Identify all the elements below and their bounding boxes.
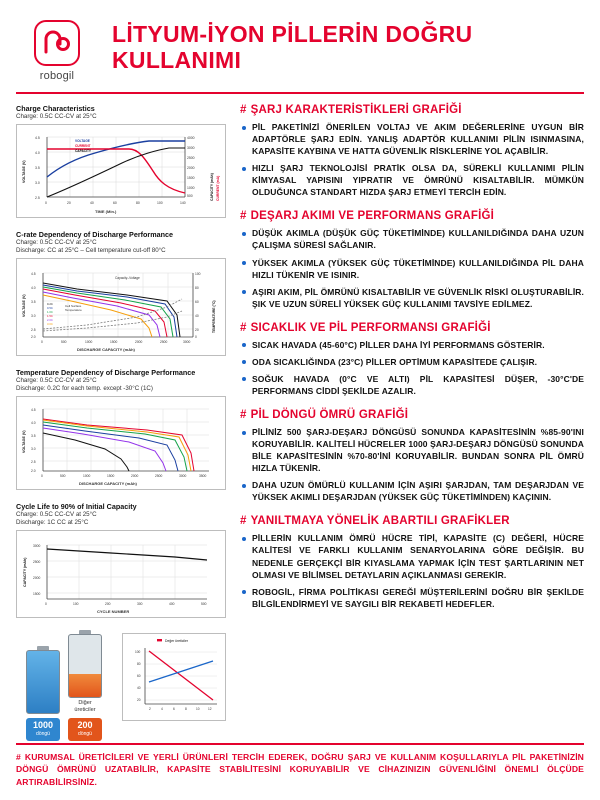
svg-text:200: 200 — [105, 602, 111, 607]
chart-misleading-claim — [122, 630, 226, 721]
svg-text:CAPACITY: CAPACITY — [75, 149, 92, 154]
svg-text:100: 100 — [157, 201, 163, 206]
svg-text:0: 0 — [45, 201, 47, 206]
svg-text:CURRENT (mA): CURRENT (mA) — [216, 175, 220, 202]
chart-title: Cycle Life to 90% of Initial Capacity — [16, 502, 137, 512]
list-item: SOĞUK HAVADA (0°C VE ALTI) PİL KAPASİTESİ DÜŞER, -30°C'DE PERFORMANS CİDDİ ŞEKİLDE AZALIR. — [240, 373, 584, 397]
section-bullet-list — [240, 426, 584, 503]
svg-text:VOLTAGE: VOLTAGE — [75, 139, 90, 144]
list-item: YÜKSEK AKIMLA (YÜKSEK GÜÇ TÜKETİMİNDE) KULLANILDIĞINDA PİL DAHA HIZLI TÜKENİR VE ISINIR. — [240, 257, 584, 281]
charts-column — [16, 104, 226, 741]
svg-text:0.5C: 0.5C — [47, 306, 53, 311]
list-item: DÜŞÜK AKIMLA (DÜŞÜK GÜÇ TÜKETİMİNDE) KULLANILDIĞINDA DAHA UZUN ÇALIŞMA SÜRESİ SAĞLANIR. — [240, 227, 584, 251]
svg-text:400: 400 — [169, 602, 175, 607]
svg-text:4.5: 4.5 — [31, 408, 36, 413]
text-column — [240, 104, 584, 741]
svg-text:80: 80 — [195, 286, 199, 291]
section-bullet-list — [240, 532, 584, 609]
svg-text:1500: 1500 — [107, 474, 115, 479]
svg-text:2500: 2500 — [155, 474, 163, 479]
svg-text:60: 60 — [113, 201, 117, 206]
battery-pair — [16, 630, 112, 740]
header-divider — [16, 92, 584, 94]
svg-text:2000: 2000 — [135, 340, 143, 345]
svg-text:40: 40 — [137, 686, 141, 691]
svg-text:3.0: 3.0 — [35, 181, 40, 186]
chart-subtitle-2: Discharge: 0.2C for each temp. except -30°C (1C) — [16, 385, 153, 393]
svg-text:Cell Surface: Cell Surface — [65, 304, 82, 309]
battery-fill — [69, 674, 101, 698]
svg-text:4: 4 — [161, 707, 163, 712]
svg-text:2: 2 — [149, 707, 151, 712]
svg-text:1000: 1000 — [187, 186, 195, 191]
battery-comparison-figure — [16, 630, 226, 740]
chart-subtitle-2: Discharge: CC at 25°C – Cell temperature cut-off 80°C — [16, 247, 166, 255]
svg-text:4.0: 4.0 — [31, 421, 36, 426]
chart-plot-area — [16, 530, 226, 618]
svg-text:Temperature: Temperature — [65, 308, 82, 313]
svg-text:2.0: 2.0 — [31, 335, 36, 340]
list-item: SICAK HAVADA (45-60°C) PİLLER DAHA İYİ PERFORMANS GÖSTERİR. — [240, 339, 584, 351]
svg-text:500: 500 — [201, 602, 207, 607]
svg-text:20: 20 — [67, 201, 71, 206]
list-item: DAHA UZUN ÖMÜRLÜ KULLANIM İÇİN AŞIRI ŞARJDAN, TAM DEŞARJDAN VE YÜKSEK AKIMLI DEŞARJDAN (YÜKSEK GÜÇ TÜKETİMİNDEN) KAÇININ. — [240, 479, 584, 503]
svg-text:0: 0 — [195, 335, 197, 340]
svg-text:3000: 3000 — [179, 474, 187, 479]
svg-text:1.0C: 1.0C — [47, 310, 53, 315]
content-area — [16, 104, 584, 741]
battery-robogil — [26, 646, 60, 741]
section-heading: # SICAKLIK VE PİL PERFORMANSI GRAFİĞİ — [240, 321, 491, 334]
section-bullet-list — [240, 339, 584, 397]
chart-subtitle: Charge: 0.5C CC-CV at 25°C — [16, 239, 97, 247]
svg-text:CAPACITY (mAh): CAPACITY (mAh) — [210, 173, 214, 202]
svg-text:3.5: 3.5 — [35, 166, 40, 171]
svg-text:2500: 2500 — [187, 156, 195, 161]
section-heading-text: DEŞARJ AKIMI VE PERFORMANS GRAFİĞİ — [250, 210, 495, 223]
chart-plot-area — [16, 124, 226, 218]
svg-text:VOLTAGE (V): VOLTAGE (V) — [22, 294, 26, 318]
svg-text:2.0: 2.0 — [31, 469, 36, 474]
section-heading: # DEŞARJ AKIMI VE PERFORMANS GRAFİĞİ — [240, 210, 495, 223]
svg-text:1.5C: 1.5C — [47, 314, 53, 319]
svg-text:3.5: 3.5 — [31, 434, 36, 439]
robogil-logo-icon — [34, 20, 80, 66]
chart-plot-area — [122, 633, 226, 721]
svg-text:500: 500 — [61, 340, 67, 345]
svg-text:60: 60 — [137, 674, 141, 679]
section-pil-dongu-omru — [240, 409, 584, 503]
svg-text:0.2C: 0.2C — [47, 302, 53, 307]
svg-text:1000: 1000 — [85, 340, 93, 345]
page-footer — [16, 743, 584, 788]
chart-cycle-life — [16, 502, 226, 618]
svg-text:VOLTAGE (V): VOLTAGE (V) — [22, 160, 26, 184]
chart-charge-characteristics — [16, 104, 226, 218]
svg-text:3000: 3000 — [183, 340, 191, 345]
section-heading-text: ŞARJ KARAKTERİSTİKLERİ GRAFİĞİ — [250, 104, 462, 116]
svg-text:3500: 3500 — [199, 474, 207, 479]
section-bullet-list — [240, 227, 584, 309]
section-heading-text: SICAKLIK VE PİL PERFORMANSI GRAFİĞİ — [250, 321, 491, 334]
badge-unit: döngü — [78, 730, 92, 737]
svg-text:6: 6 — [173, 707, 175, 712]
section-yaniltmaya-yonelik — [240, 515, 584, 609]
svg-text:500: 500 — [187, 194, 193, 199]
chart-temperature-dependency — [16, 368, 226, 490]
svg-text:2.5: 2.5 — [31, 460, 36, 465]
brand-logo — [16, 14, 98, 82]
svg-text:40: 40 — [90, 201, 94, 206]
svg-text:4.0: 4.0 — [35, 151, 40, 156]
svg-text:500: 500 — [60, 474, 66, 479]
section-sicaklik-pil-performansi — [240, 322, 584, 397]
badge-value: 200 — [77, 719, 93, 730]
svg-text:DISCHARGE CAPACITY (mAh): DISCHARGE CAPACITY (mAh) — [77, 347, 135, 353]
chart-subtitle: Charge: 0.5C CC-CV at 25°C — [16, 113, 97, 120]
section-sarj-karakteristikleri — [240, 104, 584, 198]
battery-badge-robogil — [26, 718, 60, 741]
svg-text:2.5: 2.5 — [35, 196, 40, 201]
list-item: PİLİNİZ 500 ŞARJ-DEŞARJ DÖNGÜSÜ SONUNDA KAPASİTESİNİN %85-90'INI KORUYABİLİR. KALİTELİ HÜCRELER 1000 ŞARJ-DEŞARJ DÖNGÜSÜ SONUNDA BİLE KAPASİTESİNİN %70-80'İNİ KORUYABİLİR. BUNDAN SONRA PİL ÖMRÜ HIZLA TÜKENİR. — [240, 426, 584, 474]
svg-text:140: 140 — [180, 201, 186, 206]
svg-text:3.5: 3.5 — [31, 300, 36, 305]
svg-text:100: 100 — [195, 272, 201, 277]
chart-subtitle-2: Discharge: 1C CC at 25°C — [16, 519, 89, 527]
svg-text:3.0: 3.0 — [31, 314, 36, 319]
section-heading-text: YANILTMAYA YÖNELİK ABARTILI GRAFİKLER — [250, 515, 510, 528]
footer-divider — [16, 743, 584, 745]
svg-text:4.5: 4.5 — [31, 272, 36, 277]
chart-plot-area — [16, 258, 226, 356]
badge-unit: döngü — [36, 730, 50, 737]
list-item: PİL PAKETİNİZİ ÖNERİLEN VOLTAJ VE AKIM DEĞERLERİNE UYGUN BİR ADAPTÖRLE ŞARJ EDİN. YANLIŞ ADAPTÖR KULLANIMI PİLİN ISINMASINA, KAPASİTE KAYBINA VE HATTA GÜVENLİK RİSKLERİNE YOL AÇABİLİR. — [240, 121, 584, 157]
svg-text:4.0: 4.0 — [31, 286, 36, 291]
svg-text:80: 80 — [137, 662, 141, 667]
section-desarj-akimi — [240, 210, 584, 309]
svg-text:60: 60 — [195, 300, 199, 305]
chart-subtitle: Charge: 0.5C CC-CV at 25°C — [16, 511, 97, 519]
svg-text:Değer üreticiler: Değer üreticiler — [165, 639, 188, 644]
section-heading-text: PİL DÖNGÜ ÖMRÜ GRAFİĞİ — [250, 409, 409, 421]
list-item: PİLLERİN KULLANIM ÖMRÜ HÜCRE TİPİ, KAPASİTE (C) DEĞERİ, HÜCRE KALİTESİ VE FARKLI KULLANIM SENARYOLARINA GÖRE DEĞİŞİR. BU NEDENLE GERÇEKÇİ BİR KIYASLAMA YAPMAK İÇİN TEST ŞARTLARININ NET OLMASI VE BİLİMSEL DETAYLARIN AÇIKLANMASI GEREKİR. — [240, 532, 584, 580]
svg-text:80: 80 — [136, 201, 140, 206]
svg-text:3000: 3000 — [33, 544, 41, 549]
section-heading: # YANILTMAYA YÖNELİK ABARTILI GRAFİKLER — [240, 515, 510, 528]
svg-text:CYCLE NUMBER: CYCLE NUMBER — [97, 609, 130, 615]
chart-plot-area — [16, 396, 226, 490]
svg-text:10: 10 — [196, 707, 200, 712]
svg-text:300: 300 — [137, 602, 143, 607]
svg-text:20: 20 — [137, 698, 141, 703]
chart-title: Charge Characteristics — [16, 104, 95, 113]
svg-text:8: 8 — [185, 707, 187, 712]
svg-text:0: 0 — [41, 474, 43, 479]
svg-text:0: 0 — [41, 340, 43, 345]
svg-text:2000: 2000 — [187, 166, 195, 171]
svg-text:4.5: 4.5 — [35, 136, 40, 141]
svg-text:0: 0 — [45, 602, 47, 607]
svg-text:TEMPERATURE (°C): TEMPERATURE (°C) — [212, 300, 216, 334]
svg-text:2500: 2500 — [33, 560, 41, 565]
svg-text:VOLTAGE (V): VOLTAGE (V) — [22, 430, 26, 454]
svg-text:2500: 2500 — [160, 340, 168, 345]
svg-text:100: 100 — [135, 650, 141, 655]
footer-message-text: KURUMSAL ÜRETİCİLERİ VE YERLİ ÜRÜNLERİ TERCİH EDEREK, DOĞRU ŞARJ VE KULLANIM KOŞULLARIYLA PİL PAKETİNİZİN DÖNGÜ ÖMRÜNÜ UZATABİLİR, KAPASİTE STABİLİTESİNİ KORUYABİLİR VE CİHAZINIZIN GÜVENLİĞİNİ ÖNEMLİ ÖLÇÜDE ARTIRABİLİRSİNİZ. — [16, 751, 584, 787]
footer-message: # KURUMSAL ÜRETİCİLERİ VE YERLİ ÜRÜNLERİ TERCİH EDEREK, DOĞRU ŞARJ VE KULLANIM KOŞULLARIYLA PİL PAKETİNİZİN DÖNGÜ ÖMRÜNÜ UZATABİLİR, KAPASİTE STABİLİTESİNİ KORUYABİLİR VE CİHAZINIZIN GÜVENLİĞİNİ ÖNEMLİ ÖLÇÜDE ARTIRABİLİRSİNİZ. — [16, 751, 584, 787]
svg-text:2.5: 2.5 — [31, 328, 36, 333]
svg-text:100: 100 — [73, 602, 79, 607]
chart-subtitle: Charge: 0.5C CC-CV at 25°C — [16, 377, 97, 385]
svg-text:2000: 2000 — [131, 474, 139, 479]
svg-text:1500: 1500 — [110, 340, 118, 345]
list-item: ODA SICAKLIĞINDA (23°C) PİLLER OPTİMUM KAPASİTEDE ÇALIŞIR. — [240, 356, 584, 368]
page-title: LİTYUM-İYON PİLLERİN DOĞRU KULLANIMI — [112, 21, 473, 73]
page-header — [16, 14, 584, 82]
svg-text:2.0C: 2.0C — [47, 318, 53, 323]
list-item: AŞIRI AKIM, PİL ÖMRÜNÜ KISALTABİLİR VE GÜVENLİK RİSKİ OLUŞTURABİLİR. ŞIK VE UZUN SÜRELİ YÜKSEK GÜÇ KULLANIMI TAVSİYE EDİLMEZ. — [240, 286, 584, 310]
svg-text:CAPACITY (mAh): CAPACITY (mAh) — [23, 558, 27, 588]
svg-text:2000: 2000 — [33, 576, 41, 581]
section-bullet-list — [240, 121, 584, 198]
svg-text:CURRENT: CURRENT — [75, 144, 91, 149]
section-heading: # ŞARJ KARAKTERİSTİKLERİ GRAFİĞİ — [240, 104, 462, 116]
svg-text:1500: 1500 — [33, 592, 41, 597]
section-heading: # PİL DÖNGÜ ÖMRÜ GRAFİĞİ — [240, 409, 409, 421]
battery-other — [68, 630, 102, 740]
battery-label: Diğer üreticiler — [74, 700, 96, 714]
svg-text:1500: 1500 — [187, 176, 195, 181]
list-item: ROBOGİL, FİRMA POLİTİKASI GEREĞİ MÜŞTERİLERİNİ DOĞRU BİR ŞEKİLDE BİLGİLENDİRMEYİ VE SAYGILI BİR REKABETİ HEDEFLER. — [240, 586, 584, 610]
svg-text:20: 20 — [195, 328, 199, 333]
svg-text:3000: 3000 — [187, 146, 195, 151]
svg-text:TIME (Min.): TIME (Min.) — [95, 209, 117, 215]
brand-name: robogil — [39, 70, 75, 82]
svg-text:1000: 1000 — [83, 474, 91, 479]
list-item: HIZLI ŞARJ TEKNOLOJİSİ PRATİK OLSA DA, SÜREKLİ KULLANIMI PİLİN KİMYASAL YAPISINI YIPRATIR VE ÖMRÜNÜ KISALTABİLİR. MÜMKÜN OLDUĞUNCA STANDART HIZDA ŞARJ ETMEYİ TERCİH EDİN. — [240, 162, 584, 198]
svg-text:DISCHARGE CAPACITY (mAh): DISCHARGE CAPACITY (mAh) — [79, 481, 137, 487]
battery-body — [68, 634, 102, 698]
svg-text:12: 12 — [208, 707, 212, 712]
svg-text:40: 40 — [195, 314, 199, 319]
svg-text:4000: 4000 — [187, 136, 195, 141]
chart-title: Temperature Dependency of Discharge Performance — [16, 368, 196, 378]
chart-title: C-rate Dependency of Discharge Performance — [16, 230, 173, 240]
badge-value: 1000 — [32, 719, 54, 730]
battery-badge-other — [68, 718, 102, 741]
battery-body — [26, 650, 60, 714]
svg-text:Capacity–Voltage: Capacity–Voltage — [115, 276, 140, 281]
chart-c-rate-discharge — [16, 230, 226, 356]
svg-text:3.0: 3.0 — [31, 447, 36, 452]
svg-text:3.0C: 3.0C — [47, 322, 53, 327]
